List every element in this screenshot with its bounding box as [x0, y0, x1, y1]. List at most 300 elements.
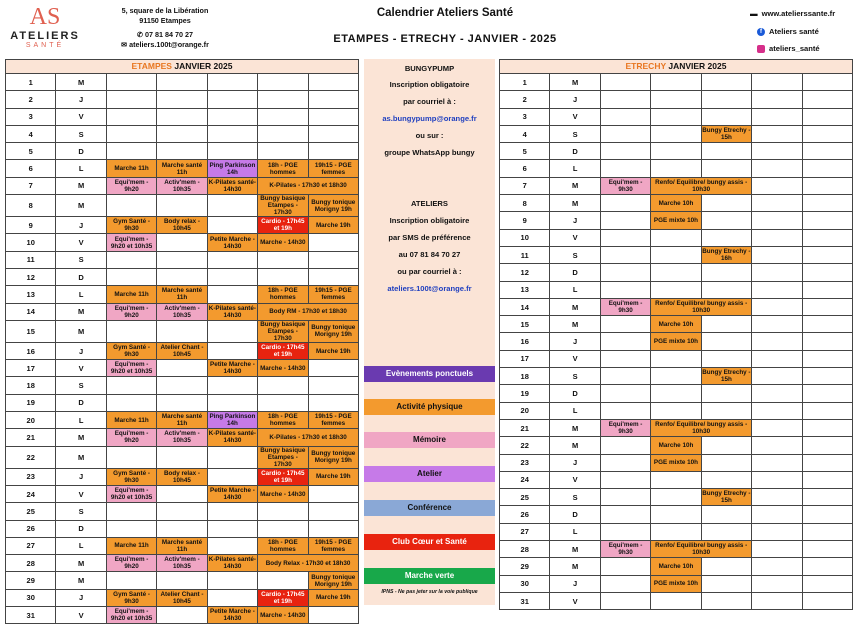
empty-cell	[600, 402, 650, 419]
empty-cell	[651, 246, 701, 263]
day-row	[500, 74, 853, 91]
event-cell: Atelier Chant - 10h45	[157, 342, 207, 359]
address-line: 5, square de la Libération	[121, 6, 209, 15]
empty-cell	[802, 143, 852, 160]
day-letter: M	[56, 303, 106, 320]
empty-cell	[802, 471, 852, 488]
event-cell: Equi'mem - 9h20	[106, 429, 156, 446]
day-number: 20	[6, 412, 56, 429]
day-number: 13	[6, 286, 56, 303]
empty-cell	[308, 520, 358, 537]
empty-cell	[207, 143, 257, 160]
day-number: 26	[500, 506, 550, 523]
day-number: 29	[500, 558, 550, 575]
empty-cell	[308, 234, 358, 251]
event-cell: Marche 10h	[651, 558, 701, 575]
event-cell: Ping Parkinson 14h	[207, 412, 257, 429]
calendar-header	[500, 60, 853, 74]
empty-cell	[157, 485, 207, 502]
empty-cell	[106, 108, 156, 125]
empty-cell	[752, 264, 802, 281]
address-line: 91150 Etampes	[139, 16, 191, 25]
empty-cell	[701, 229, 751, 246]
event-cell: Gym Santé - 9h30	[106, 468, 156, 485]
day-row	[6, 251, 359, 268]
day-row	[6, 195, 359, 217]
bungypump-email[interactable]: as.bungypump@orange.fr	[382, 114, 477, 123]
empty-cell	[651, 229, 701, 246]
empty-cell	[701, 385, 751, 402]
empty-cell	[207, 74, 257, 91]
event-cell: Renfo/ Equilibre/ bungy assis - 10h30	[651, 177, 752, 194]
day-row	[500, 229, 853, 246]
empty-cell	[600, 350, 650, 367]
day-row	[6, 429, 359, 446]
day-letter: V	[550, 108, 600, 125]
day-letter: M	[550, 437, 600, 454]
empty-cell	[106, 74, 156, 91]
day-row	[500, 143, 853, 160]
day-letter: M	[550, 195, 600, 212]
instagram-text[interactable]: ateliers_santé	[769, 44, 820, 53]
day-row	[500, 592, 853, 609]
day-row	[6, 555, 359, 572]
event-cell: Marche 10h	[651, 195, 701, 212]
info-column	[364, 59, 495, 605]
day-number: 11	[500, 246, 550, 263]
day-row	[6, 485, 359, 502]
etrechy-calendar	[499, 59, 853, 610]
day-letter: M	[56, 177, 106, 194]
empty-cell	[802, 592, 852, 609]
empty-cell	[106, 268, 156, 285]
day-letter: L	[550, 523, 600, 540]
day-row	[6, 468, 359, 485]
event-cell: Bungy Etrechy - 15h	[702, 490, 751, 505]
month-name: JANVIER 2025	[174, 61, 233, 71]
email-text[interactable]: ateliers.100t@orange.fr	[129, 40, 209, 49]
day-letter: M	[550, 74, 600, 91]
day-letter: M	[56, 429, 106, 446]
day-row	[500, 385, 853, 402]
day-number: 4	[500, 125, 550, 142]
day-letter: L	[550, 281, 600, 298]
day-row	[6, 360, 359, 377]
day-number: 1	[6, 74, 56, 91]
day-letter: L	[56, 286, 106, 303]
day-letter: S	[56, 125, 106, 142]
page-subtitle: ETAMPES - ETRECHY - JANVIER - 2025	[333, 33, 557, 45]
empty-cell	[651, 281, 701, 298]
day-row	[6, 286, 359, 303]
day-number: 5	[500, 143, 550, 160]
empty-cell	[752, 350, 802, 367]
empty-cell	[157, 360, 207, 377]
info-text: Inscription obligatoire	[389, 216, 470, 225]
empty-cell	[802, 350, 852, 367]
event-cell: Equi'mem - 9h20 et 10h35	[106, 360, 156, 377]
empty-cell	[308, 108, 358, 125]
empty-cell	[701, 108, 751, 125]
event-cell: Marche - 14h30	[258, 485, 308, 502]
legend-item: Marche verte	[364, 568, 495, 584]
day-number: 5	[6, 143, 56, 160]
empty-cell	[258, 520, 308, 537]
empty-cell	[802, 195, 852, 212]
day-row	[500, 523, 853, 540]
empty-cell	[106, 503, 156, 520]
day-row	[6, 394, 359, 411]
empty-cell	[802, 523, 852, 540]
contact	[110, 30, 220, 50]
event-cell: Equi'mem - 9h30	[600, 177, 650, 194]
day-row	[500, 264, 853, 281]
empty-cell	[752, 558, 802, 575]
empty-cell	[701, 316, 751, 333]
facebook-text[interactable]: Ateliers santé	[769, 27, 819, 36]
empty-cell	[600, 195, 650, 212]
email[interactable]	[110, 40, 220, 50]
day-number: 9	[6, 217, 56, 234]
day-row	[500, 419, 853, 436]
empty-cell	[600, 471, 650, 488]
event-cell: Marche 11h	[106, 160, 156, 177]
day-number: 21	[6, 429, 56, 446]
empty-cell	[308, 143, 358, 160]
empty-cell	[157, 377, 207, 394]
day-number: 21	[500, 419, 550, 436]
empty-cell	[802, 160, 852, 177]
day-letter: S	[550, 246, 600, 263]
event-cell: Marche santé 11h	[157, 160, 207, 177]
day-row	[6, 342, 359, 359]
empty-cell	[802, 298, 852, 315]
day-number: 28	[6, 555, 56, 572]
day-number: 30	[6, 589, 56, 606]
empty-cell	[258, 143, 308, 160]
day-letter: S	[56, 503, 106, 520]
day-letter: L	[56, 537, 106, 554]
day-letter: M	[56, 320, 106, 342]
empty-cell	[802, 212, 852, 229]
phone	[110, 30, 220, 40]
empty-cell	[651, 91, 701, 108]
info-phone: au 07 81 84 70 27	[398, 250, 461, 259]
empty-cell	[651, 368, 701, 385]
empty-cell	[106, 125, 156, 142]
empty-cell	[651, 402, 701, 419]
event-cell: K-Pilates - 17h30 et 18h30	[258, 177, 359, 194]
event-cell: PGE mixte 10h	[651, 454, 701, 471]
empty-cell	[308, 268, 358, 285]
day-row	[6, 160, 359, 177]
legend-item: Atelier	[364, 466, 495, 482]
logo-subtext: SANTÉ	[25, 42, 65, 49]
empty-cell	[802, 437, 852, 454]
empty-cell	[802, 281, 852, 298]
day-letter: D	[56, 394, 106, 411]
empty-cell	[752, 74, 802, 91]
event-cell: K-Pilates santé- 14h30	[208, 430, 257, 445]
day-number: 27	[6, 537, 56, 554]
empty-cell	[802, 541, 852, 558]
day-letter: M	[550, 419, 600, 436]
day-row	[500, 471, 853, 488]
day-row	[6, 377, 359, 394]
day-letter: D	[56, 520, 106, 537]
day-row	[500, 125, 853, 142]
info-text: groupe WhatsApp bungy	[384, 148, 475, 157]
empty-cell	[752, 246, 802, 263]
empty-cell	[207, 446, 257, 468]
day-number: 28	[500, 541, 550, 558]
empty-cell	[207, 589, 257, 606]
day-number: 24	[500, 471, 550, 488]
empty-cell	[308, 485, 358, 502]
empty-cell	[258, 572, 308, 589]
day-number: 24	[6, 485, 56, 502]
empty-cell	[651, 350, 701, 367]
empty-cell	[701, 333, 751, 350]
website-text[interactable]: www.atelierssante.fr	[761, 9, 836, 18]
day-letter: M	[56, 74, 106, 91]
day-letter: D	[550, 143, 600, 160]
event-cell: PGE mixte 10h	[651, 333, 701, 350]
logo	[10, 4, 80, 52]
empty-cell	[802, 385, 852, 402]
empty-cell	[752, 333, 802, 350]
month-name: JANVIER 2025	[668, 61, 727, 71]
day-letter: L	[550, 160, 600, 177]
empty-cell	[207, 468, 257, 485]
day-number: 3	[500, 108, 550, 125]
day-letter: V	[56, 108, 106, 125]
event-cell: Cardio - 17h45 et 19h	[258, 342, 308, 359]
day-row	[6, 303, 359, 320]
empty-cell	[308, 125, 358, 142]
empty-cell	[701, 558, 751, 575]
day-number: 17	[500, 350, 550, 367]
empty-cell	[106, 446, 156, 468]
event-cell: Bungy tonique Morigny 19h	[308, 446, 358, 468]
day-letter: M	[56, 195, 106, 217]
empty-cell	[752, 437, 802, 454]
empty-cell	[157, 125, 207, 142]
event-cell: Marche 19h	[308, 589, 358, 606]
event-cell: Equi'mem - 9h20	[106, 177, 156, 194]
empty-cell	[600, 368, 650, 385]
event-cell: K-Pilates santé- 14h30	[208, 556, 257, 571]
etampes-calendar	[5, 59, 359, 624]
phone-text: 07 81 84 70 27	[145, 30, 193, 39]
day-letter: L	[56, 412, 106, 429]
day-letter: S	[550, 368, 600, 385]
day-letter: V	[550, 471, 600, 488]
empty-cell	[207, 520, 257, 537]
day-row	[500, 541, 853, 558]
empty-cell	[207, 537, 257, 554]
empty-cell	[157, 394, 207, 411]
day-row	[500, 91, 853, 108]
empty-cell	[701, 471, 751, 488]
info-text: ou sur :	[415, 131, 444, 140]
empty-cell	[752, 316, 802, 333]
day-number: 1	[500, 74, 550, 91]
day-row	[6, 537, 359, 554]
day-number: 13	[500, 281, 550, 298]
event-cell: 18h - PGE hommes	[258, 412, 308, 429]
event-cell: Bungy basique Etampes - 17h30	[258, 320, 308, 342]
event-cell: Cardio - 17h45 et 19h	[258, 468, 308, 485]
event-cell: Equi'mem - 9h20 et 10h35	[106, 607, 156, 624]
monitor-icon: ▬	[750, 9, 758, 18]
day-number: 15	[500, 316, 550, 333]
event-cell: Marche 11h	[106, 286, 156, 303]
day-row	[500, 350, 853, 367]
empty-cell	[207, 377, 257, 394]
day-number: 10	[6, 234, 56, 251]
day-letter: V	[550, 229, 600, 246]
day-number: 2	[500, 91, 550, 108]
empty-cell	[802, 575, 852, 592]
day-letter: J	[550, 575, 600, 592]
event-cell: K-Pilates santé- 14h30	[208, 304, 257, 319]
empty-cell	[106, 572, 156, 589]
logo-text: ATELIERS	[10, 30, 80, 42]
empty-cell	[752, 125, 802, 142]
day-row	[500, 506, 853, 523]
day-row	[500, 281, 853, 298]
day-letter: J	[56, 217, 106, 234]
event-cell: Renfo/ Equilibre/ bungy assis - 10h30	[651, 541, 752, 558]
empty-cell	[651, 143, 701, 160]
day-number: 19	[6, 394, 56, 411]
empty-cell	[802, 506, 852, 523]
day-row	[500, 177, 853, 194]
event-cell: Bungy Etrechy - 15h	[702, 369, 751, 384]
empty-cell	[752, 195, 802, 212]
day-letter: V	[56, 607, 106, 624]
empty-cell	[600, 125, 650, 142]
event-cell: Equi'mem - 9h20	[106, 303, 156, 320]
day-number: 12	[500, 264, 550, 281]
event-cell: Atelier Chant - 10h45	[157, 589, 207, 606]
empty-cell	[258, 377, 308, 394]
day-row	[6, 268, 359, 285]
day-number: 15	[6, 320, 56, 342]
empty-cell	[651, 506, 701, 523]
day-number: 31	[6, 607, 56, 624]
empty-cell	[308, 503, 358, 520]
day-number: 12	[6, 268, 56, 285]
event-cell: Bungy basique Etampes - 17h30	[258, 446, 308, 468]
day-letter: J	[56, 91, 106, 108]
empty-cell	[308, 377, 358, 394]
empty-cell	[600, 592, 650, 609]
event-cell: Equi'mem - 9h30	[600, 298, 650, 315]
event-cell: Marche - 14h30	[258, 360, 308, 377]
empty-cell	[600, 437, 650, 454]
day-number: 6	[6, 160, 56, 177]
day-row	[6, 234, 359, 251]
event-cell: Marche santé 11h	[157, 412, 207, 429]
day-number: 23	[6, 468, 56, 485]
instagram[interactable]	[757, 44, 820, 53]
facebook[interactable]	[757, 27, 819, 36]
empty-cell	[308, 74, 358, 91]
empty-cell	[157, 195, 207, 217]
ateliers-email[interactable]: ateliers.100t@orange.fr	[387, 284, 472, 293]
empty-cell	[651, 592, 701, 609]
day-letter: J	[56, 589, 106, 606]
empty-cell	[600, 333, 650, 350]
city-name: ETRECHY	[625, 61, 669, 71]
day-number: 29	[6, 572, 56, 589]
empty-cell	[600, 385, 650, 402]
day-letter: M	[550, 177, 600, 194]
day-number: 22	[6, 446, 56, 468]
day-number: 22	[500, 437, 550, 454]
day-letter: D	[550, 506, 600, 523]
empty-cell	[752, 212, 802, 229]
empty-cell	[651, 160, 701, 177]
event-cell: Marche 19h	[308, 342, 358, 359]
day-number: 14	[6, 303, 56, 320]
empty-cell	[802, 74, 852, 91]
day-row	[6, 589, 359, 606]
empty-cell	[752, 471, 802, 488]
empty-cell	[752, 523, 802, 540]
event-cell: Activ'mem - 10h35	[157, 303, 207, 320]
info-text: par courriel à :	[403, 97, 456, 106]
day-number: 16	[500, 333, 550, 350]
empty-cell	[600, 91, 650, 108]
empty-cell	[600, 575, 650, 592]
empty-cell	[752, 229, 802, 246]
event-cell: Gym Santé - 9h30	[106, 217, 156, 234]
day-letter: J	[550, 91, 600, 108]
empty-cell	[701, 506, 751, 523]
empty-cell	[651, 108, 701, 125]
day-number: 14	[500, 298, 550, 315]
day-number: 6	[500, 160, 550, 177]
empty-cell	[752, 419, 802, 436]
day-row	[500, 558, 853, 575]
empty-cell	[600, 212, 650, 229]
empty-cell	[802, 177, 852, 194]
day-number: 9	[500, 212, 550, 229]
day-letter: J	[56, 468, 106, 485]
event-cell: Bungy Etrechy - 16h	[702, 248, 751, 263]
empty-cell	[600, 316, 650, 333]
day-number: 8	[6, 195, 56, 217]
day-number: 20	[500, 402, 550, 419]
empty-cell	[752, 177, 802, 194]
day-letter: M	[550, 298, 600, 315]
empty-cell	[207, 108, 257, 125]
day-row	[500, 212, 853, 229]
ateliers-title: ATELIERS	[411, 199, 448, 208]
empty-cell	[600, 246, 650, 263]
day-row	[500, 575, 853, 592]
event-cell: Body relax - 10h45	[157, 468, 207, 485]
empty-cell	[258, 268, 308, 285]
website[interactable]	[750, 9, 835, 18]
legend-item: Mémoire	[364, 432, 495, 448]
event-cell: Equi'mem - 9h20	[106, 555, 156, 572]
event-cell: Activ'mem - 10h35	[157, 555, 207, 572]
empty-cell	[651, 74, 701, 91]
